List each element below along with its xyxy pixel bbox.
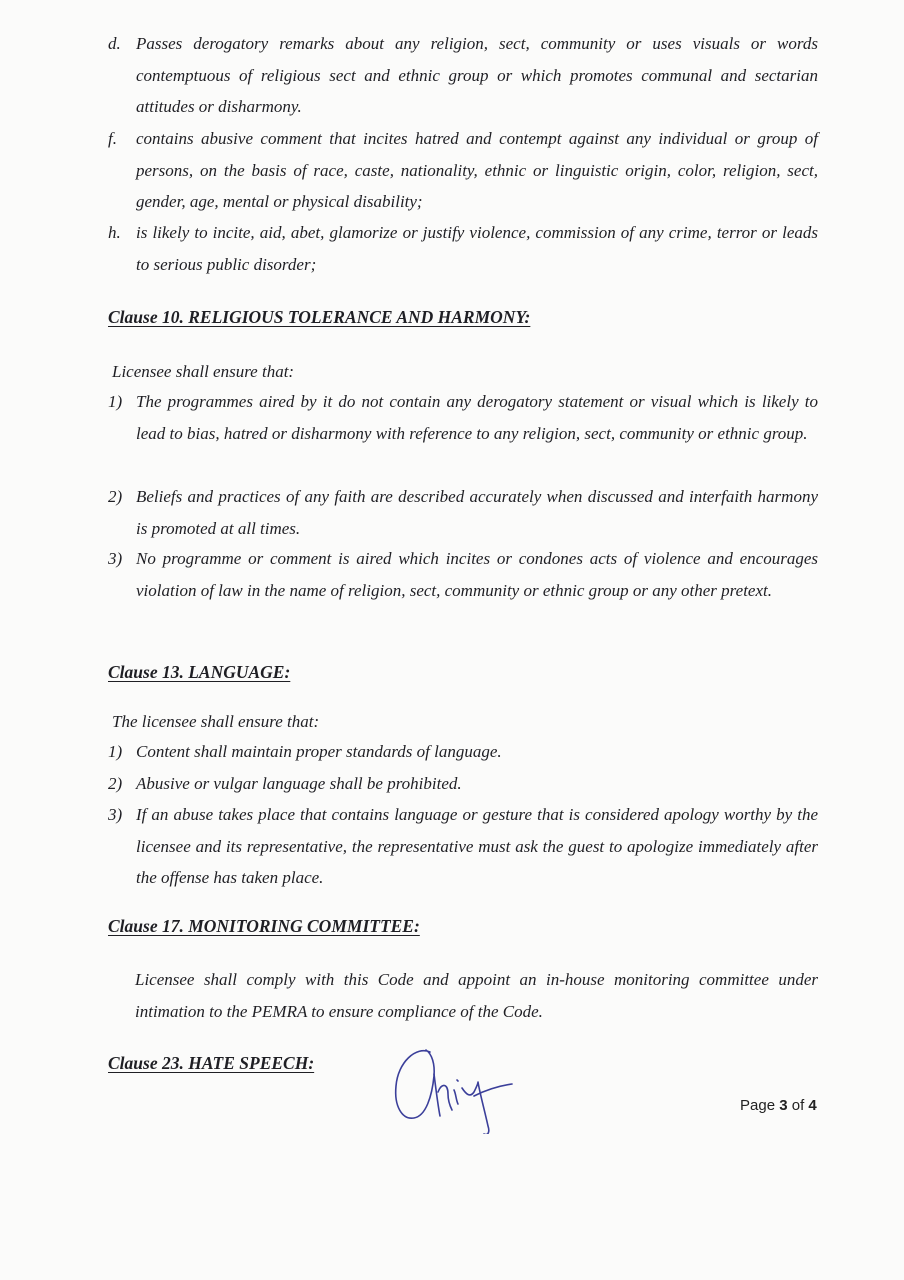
clause-17-text: Licensee shall comply with this Code and appoint an in-house monitoring committee under intimation to the PEMRA to ensure compliance of the Code. — [135, 970, 818, 1021]
list-label: 1) — [108, 742, 123, 761]
list-text: No programme or comment is aired which incites or condones acts of violence and encourages violation of law in the name of religion, sect, community or ethnic group or any other pretext. — [136, 549, 818, 600]
list-label: f. — [108, 129, 117, 148]
list-label: 1) — [108, 392, 123, 411]
clause-10-item-1 — [108, 386, 818, 449]
list-item-d — [108, 28, 818, 123]
clause-13-intro: The licensee shall ensure that: — [112, 712, 320, 731]
clause-23-heading: Clause 23. HATE SPEECH: — [108, 1053, 315, 1073]
list-text: If an abuse takes place that contains language or gesture that is considered apology worthy by the licensee and its representative, the representative must ask the guest to apologize immediately after the offense has taken place. — [136, 805, 818, 887]
clause-13-item-2 — [108, 768, 818, 800]
list-label: h. — [108, 223, 121, 242]
list-text: Beliefs and practices of any faith are described accurately when discussed and interfaith harmony is promoted at all times. — [136, 487, 818, 538]
clause-10-item-3 — [108, 543, 818, 606]
clause-13-item-1 — [108, 736, 818, 768]
list-label: 2) — [108, 487, 123, 506]
page-prefix: Page — [740, 1097, 776, 1114]
list-item-f — [108, 123, 818, 218]
page-number — [740, 1097, 817, 1114]
list-text: Content shall maintain proper standards of language. — [136, 742, 502, 761]
signature-image — [388, 1034, 518, 1134]
clause-13-item-3 — [108, 799, 818, 894]
list-label: d. — [108, 34, 121, 53]
list-label: 3) — [108, 805, 123, 824]
page-total: 4 — [808, 1097, 817, 1114]
list-label: 3) — [108, 549, 123, 568]
list-text: Passes derogatory remarks about any religion, sect, community or uses visuals or words contemptuous of religious sect and ethnic group or which promotes communal and sectarian attitudes or disharmony. — [136, 34, 818, 116]
list-text: Abusive or vulgar language shall be prohibited. — [136, 774, 462, 793]
list-label: 2) — [108, 774, 123, 793]
clause-13-heading: Clause 13. LANGUAGE: — [108, 662, 291, 682]
list-text: is likely to incite, aid, abet, glamorize or justify violence, commission of any crime, terror or leads to serious public disorder; — [136, 223, 818, 274]
list-text: contains abusive comment that incites hatred and contempt against any individual or group of persons, on the basis of race, caste, nationality, ethnic or linguistic origin, color, religion, sect, gender, age, mental or physical disability; — [136, 129, 818, 211]
page-of: of — [791, 1097, 805, 1114]
page-current: 3 — [779, 1097, 788, 1114]
clause-10-heading: Clause 10. RELIGIOUS TOLERANCE AND HARMONY: — [108, 307, 531, 327]
clause-17-heading: Clause 17. MONITORING COMMITTEE: — [108, 916, 420, 936]
clause-10-intro: Licensee shall ensure that: — [112, 362, 295, 381]
list-item-h — [108, 217, 818, 280]
clause-10-item-2 — [108, 481, 818, 544]
list-text: The programmes aired by it do not contain any derogatory statement or visual which is likely to lead to bias, hatred or disharmony with reference to any religion, sect, community or ethnic group. — [136, 392, 818, 443]
